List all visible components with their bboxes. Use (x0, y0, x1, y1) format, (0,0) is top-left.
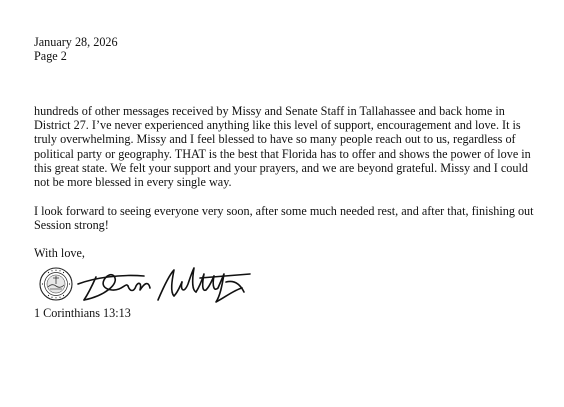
bible-verse-reference: 1 Corinthians 13:13 (34, 306, 131, 320)
letter-date: January 28, 2026 (34, 35, 118, 49)
senate-seal-icon (39, 267, 73, 301)
letter-header (34, 35, 118, 63)
closing-salutation: With love, (34, 246, 85, 260)
body-paragraph-1: hundreds of other messages received by Missy and Senate Staff in Tallahassee and back home in District 27. I’ve never experienced anything like this level of support, encouragement and love. It is truly overwhelming. Missy and I feel blessed to have so many people reach out to us, regardless of political party or geography. THAT is the best that Florida has to offer and shows the power of love in this great state. We felt your support and your prayers, and we are beyond grateful. Missy and I could not be more blessed in every single way. (34, 104, 531, 190)
page-number: Page 2 (34, 49, 67, 63)
handwritten-signature (74, 262, 254, 306)
body-paragraph-2: I look forward to seeing everyone very soon, after some much needed rest, and after that, finishing out Session strong! (34, 204, 534, 233)
